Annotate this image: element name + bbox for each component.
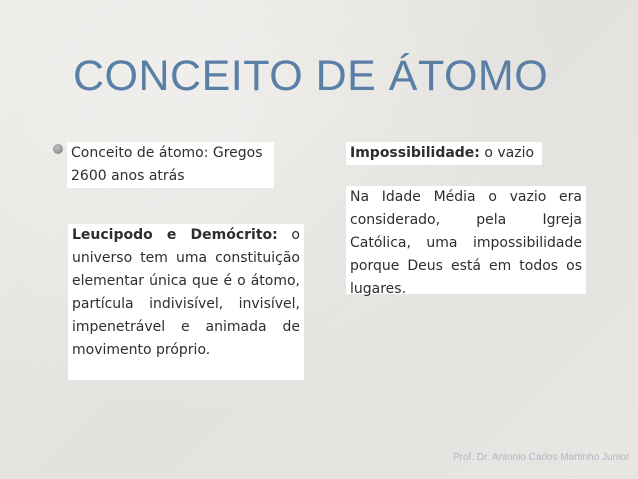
left-body: o universo tem uma constituição elementar única que é o átomo, partícula indivisível, invisível, impenetrável e animada de movimento próprio. [72, 227, 300, 358]
bullet-text: Conceito de átomo: Gregos 2600 anos atrás [67, 142, 274, 188]
right-heading-box [346, 142, 542, 165]
left-label: Leucipodo e Demócrito: [72, 227, 278, 243]
footer-credit: Prof. Dr. Antonio Carlos Martinho Junior [453, 452, 630, 463]
right-label: Impossibilidade: [350, 145, 480, 161]
right-text-box: Na Idade Média o vazio era considerado, pela Igreja Católica, uma impossibilidade porque Deus está em todos os lugares. [346, 186, 586, 294]
left-text-box [68, 224, 304, 380]
bullet-icon [53, 144, 63, 154]
right-label-rest: o vazio [479, 145, 535, 161]
slide-title: CONCEITO DE ÁTOMO [73, 52, 549, 100]
